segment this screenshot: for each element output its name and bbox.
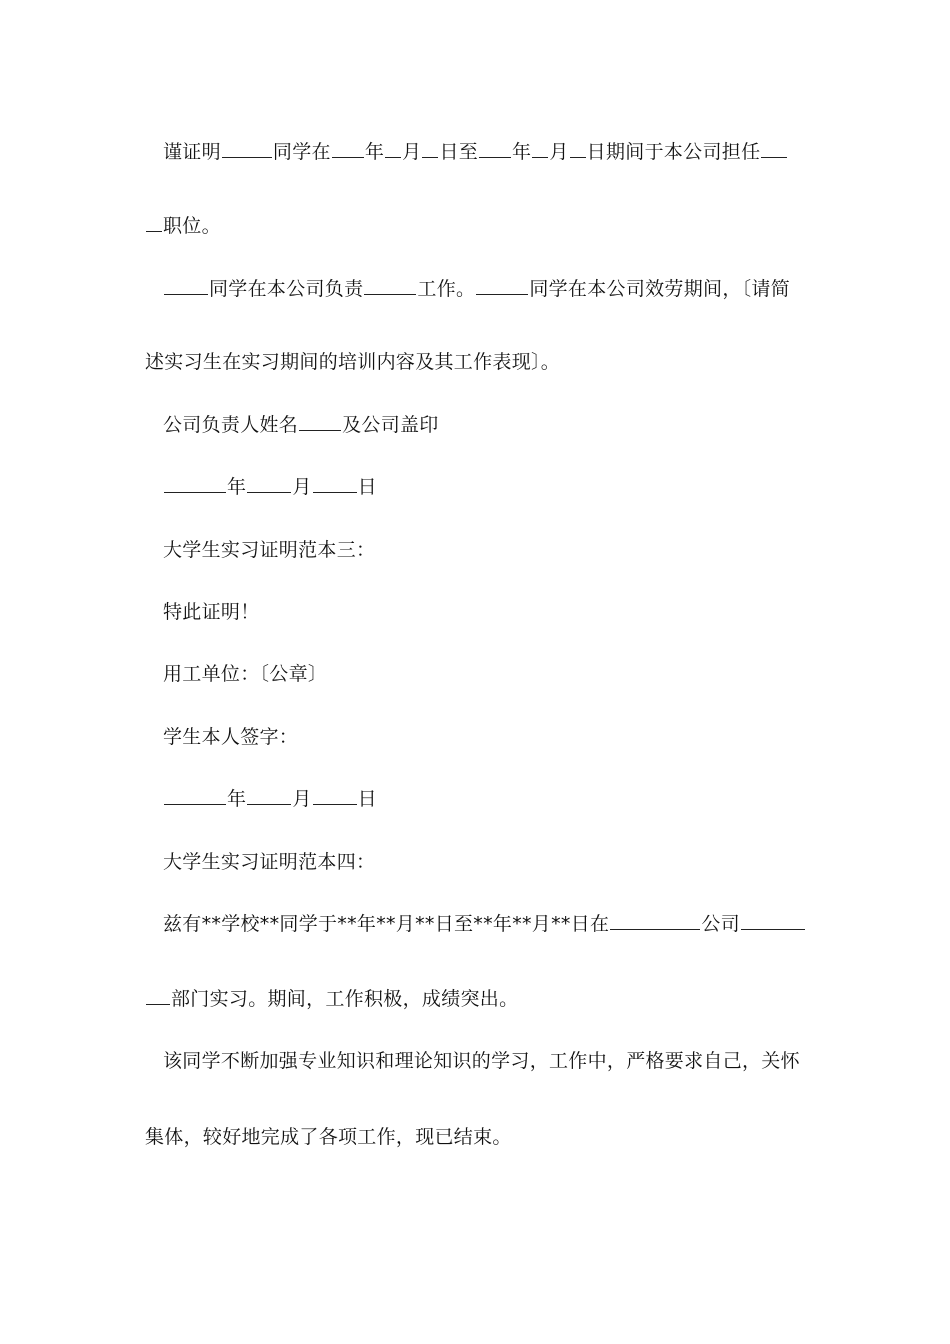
text: 用工单位：〔公章〕 [163, 663, 328, 685]
text: 该同学不断加强专业知识和理论知识的学习，工作中，严格要求自己，关怀 [163, 1050, 800, 1072]
blank-year [479, 139, 511, 158]
text: 年 [512, 141, 532, 163]
blank-day [313, 474, 357, 493]
blank-work [364, 276, 416, 295]
paragraph-5-line-2 [145, 1124, 512, 1150]
text: 同学在 [272, 141, 331, 163]
certify-line [163, 599, 260, 625]
paragraph-2-line-2 [145, 349, 560, 375]
blank-day [313, 786, 357, 805]
blank-year [164, 474, 226, 493]
text: 述实习生在实习期间的培训内容及其工作表现〕。 [145, 351, 561, 373]
blank-month [532, 139, 548, 158]
employer-line [163, 661, 327, 687]
student-signature-line [163, 724, 298, 750]
date-line-2 [163, 786, 377, 812]
blank-year [332, 139, 364, 158]
blank-department [741, 911, 805, 930]
text: 年 [227, 788, 247, 810]
text: 年 [364, 141, 385, 163]
blank-department [146, 986, 170, 1005]
text: 日期间于本公司担任 [586, 141, 761, 163]
text: 及公司盖印 [342, 414, 439, 436]
text: 同学在本公司负责 [209, 278, 364, 300]
text: 大学生实习证明范本四： [163, 851, 376, 873]
blank-name [222, 139, 272, 158]
blank-month [247, 474, 291, 493]
heading-template-3 [163, 537, 375, 563]
paragraph-1-line-1 [163, 139, 788, 165]
text: 学生本人签字： [163, 726, 299, 748]
text: 月 [292, 476, 312, 498]
text: 公司负责人姓名 [163, 414, 299, 436]
blank-company [610, 911, 700, 930]
text: 工作。 [417, 278, 476, 300]
blank-manager-name [299, 412, 341, 431]
blank-year [164, 786, 226, 805]
blank-position [761, 139, 787, 158]
text: 大学生实习证明范本三： [163, 539, 376, 561]
paragraph-4-line-2 [145, 986, 518, 1012]
paragraph-5-line-1 [163, 1048, 800, 1074]
text: 月 [549, 141, 569, 163]
text: 公司 [701, 913, 740, 935]
blank-month [385, 139, 401, 158]
blank-month [247, 786, 291, 805]
heading-template-4 [163, 849, 375, 875]
blank-day [422, 139, 438, 158]
text: 日至 [439, 141, 479, 163]
blank-position [146, 213, 162, 232]
text: 日 [357, 476, 377, 498]
date-line-1 [163, 474, 377, 500]
text: 职位。 [163, 215, 221, 237]
text: 同学在本公司效劳期间，〔请简 [529, 278, 791, 300]
blank-day [570, 139, 586, 158]
text: 月 [292, 788, 312, 810]
text: 特此证明！ [163, 601, 260, 623]
paragraph-2-line-1 [163, 276, 790, 302]
text: 兹有**学校**同学于**年**月**日至**年**月**日在 [163, 913, 610, 935]
company-manager-line [163, 412, 439, 438]
paragraph-1-line-2 [145, 213, 221, 239]
blank-name [476, 276, 528, 295]
blank-name [164, 276, 208, 295]
text: 月 [402, 141, 422, 163]
text: 集体，较好地完成了各项工作，现已结束。 [145, 1126, 512, 1148]
text: 部门实习。期间，工作积极，成绩突出。 [171, 988, 519, 1010]
text: 日 [357, 788, 377, 810]
text: 年 [227, 476, 247, 498]
text: 谨证明 [163, 141, 221, 163]
paragraph-4-line-1 [163, 911, 806, 937]
